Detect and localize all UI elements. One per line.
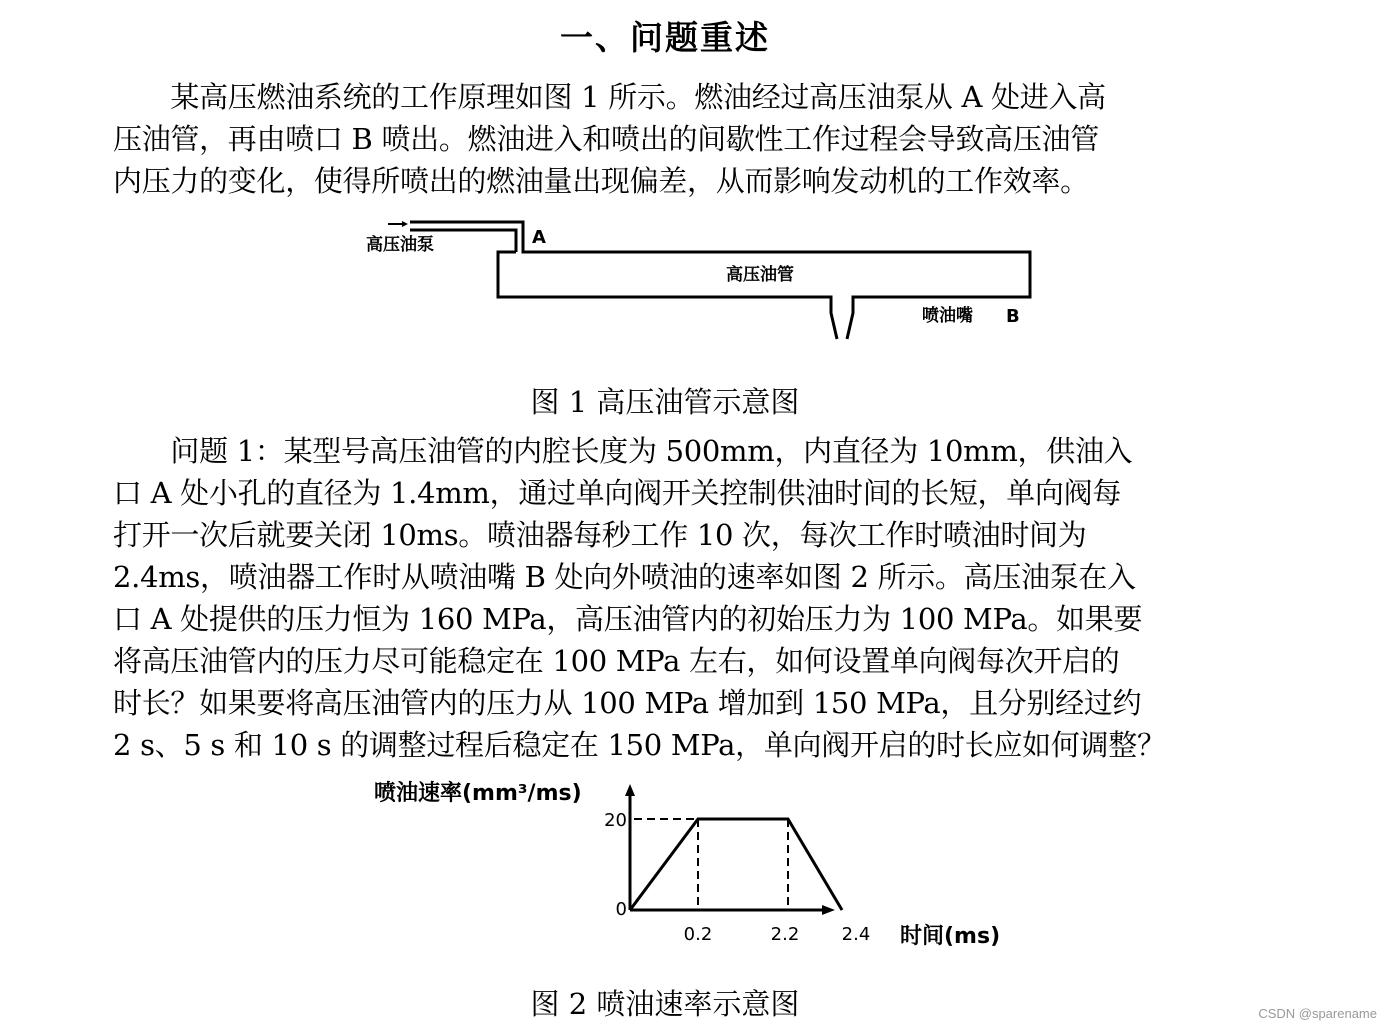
problem-line: 打开一次后就要关闭 10ms。喷油器每秒工作 10 次，每次工作时喷油时间为 bbox=[113, 518, 1087, 552]
arrow-icon bbox=[402, 221, 408, 227]
problem-line: 时长？如果要将高压油管内的压力从 100 MPa 增加到 150 MPa，且分别经过约 bbox=[113, 686, 1142, 720]
y-tick-20: 20 bbox=[604, 810, 627, 831]
figure1-caption: 图 1 高压油管示意图 bbox=[530, 385, 800, 419]
outlet-label-b: B bbox=[1006, 306, 1020, 327]
watermark: CSDN @sparename bbox=[1258, 1006, 1377, 1021]
x-tick-2.4: 2.4 bbox=[841, 924, 871, 945]
pipe-label: 高压油管 bbox=[726, 265, 794, 285]
y-axis-arrow-icon bbox=[625, 784, 635, 796]
x-tick-2.2: 2.2 bbox=[770, 924, 800, 945]
x-tick-0.2: 0.2 bbox=[683, 924, 713, 945]
pump-label: 高压油泵 bbox=[366, 235, 434, 255]
inlet-label-a: A bbox=[532, 227, 546, 248]
x-axis-arrow-icon bbox=[822, 905, 835, 915]
figure1-diagram bbox=[360, 205, 1060, 355]
intro-line: 压油管，再由喷口 B 喷出。燃油进入和喷出的间歇性工作过程会导致高压油管 bbox=[113, 122, 1099, 156]
section-title: 一、问题重述 bbox=[560, 18, 770, 57]
problem-line: 2 s、5 s 和 10 s 的调整过程后稳定在 150 MPa，单向阀开启的时长应如何调整？ bbox=[113, 728, 1166, 762]
figure2-caption: 图 2 喷油速率示意图 bbox=[530, 987, 800, 1021]
problem-line: 口 A 处提供的压力恒为 160 MPa，高压油管内的初始压力为 100 MPa。如果要 bbox=[113, 602, 1143, 636]
y-axis-label: 喷油速率(mm³/ms) bbox=[374, 781, 582, 806]
problem-line: 将高压油管内的压力尽可能稳定在 100 MPa 左右，如何设置单向阀每次开启的 bbox=[113, 644, 1120, 678]
x-axis-label: 时间(ms) bbox=[900, 924, 1001, 949]
rate-line bbox=[630, 819, 842, 910]
intro-line: 某高压燃油系统的工作原理如图 1 所示。燃油经过高压油泵从 A 处进入高 bbox=[113, 80, 1106, 114]
problem-line: 2.4ms，喷油器工作时从喷油嘴 B 处向外喷油的速率如图 2 所示。高压油泵在入 bbox=[113, 560, 1136, 594]
problem-line: 问题 1：某型号高压油管的内腔长度为 500mm，内直径为 10mm，供油入 bbox=[113, 434, 1133, 468]
y-tick-0: 0 bbox=[615, 899, 627, 920]
intro-line: 内压力的变化，使得所喷出的燃油量出现偏差，从而影响发动机的工作效率。 bbox=[113, 164, 1089, 198]
problem1-paragraph bbox=[113, 430, 1223, 766]
nozzle-label: 喷油嘴 bbox=[922, 306, 973, 326]
problem-line: 口 A 处小孔的直径为 1.4mm，通过单向阀开关控制供油时间的长短，单向阀每 bbox=[113, 476, 1122, 510]
intro-paragraph bbox=[113, 76, 1223, 202]
figure2-chart bbox=[360, 770, 1040, 960]
